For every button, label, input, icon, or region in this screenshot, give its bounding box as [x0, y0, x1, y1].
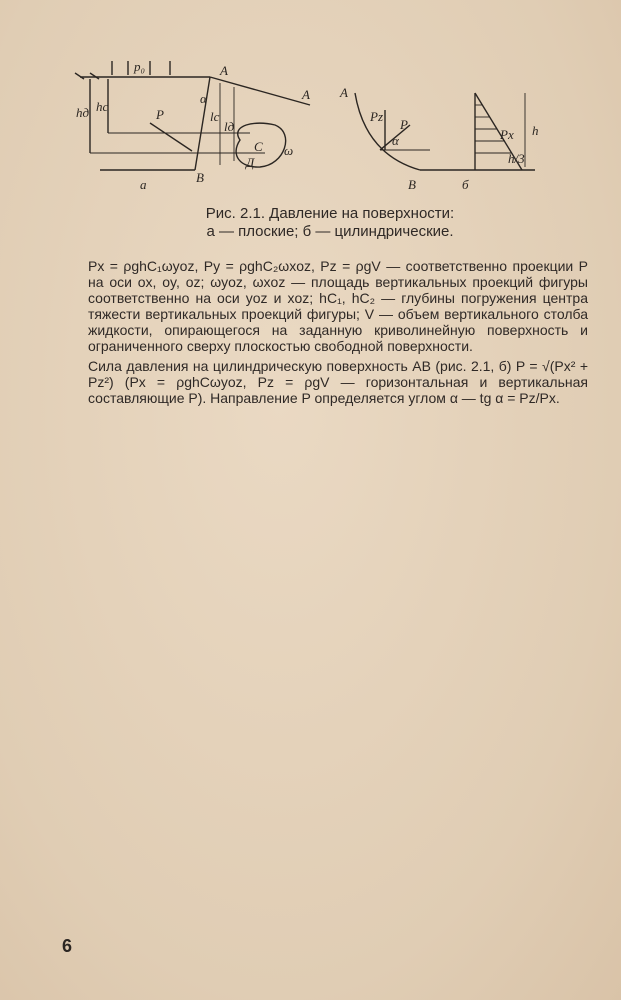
- label-b-p: P: [400, 117, 408, 132]
- paragraph-1: Px = ρghC₁ωyoz, Py = ρghC₂ωxoz, Pz = ρgV — соответственно проекции P на оси ox, oy, oz; ωyoz, ωxoz — площадь вертикальных проекций фигуры соответственно на оси yoz и xoz; hC₁, hC₂ — глубины погружения центра тяжести вертикальных проекций фигуры; V — объем вертикального столба жидкости, опирающегося на заданную криволинейную поверхность и ограниченного сверху плоскостью свободной поверхности.: [88, 258, 588, 354]
- label-d: Д: [246, 155, 255, 170]
- label-b: B: [196, 170, 204, 185]
- label-b-a: A: [340, 85, 348, 100]
- figure-part-a: [75, 61, 310, 170]
- page-number: 6: [62, 936, 73, 956]
- label-b-b: B: [408, 177, 416, 192]
- label-p0: p₀: [134, 59, 146, 74]
- label-alpha: α: [200, 91, 207, 106]
- label-ha: hд: [76, 105, 90, 120]
- label-px: Px: [500, 127, 514, 142]
- label-ld: lд: [224, 119, 235, 134]
- label-pz: Pz: [370, 109, 383, 124]
- label-b-alpha: α: [392, 133, 399, 148]
- part-a-label: а: [140, 177, 147, 192]
- part-b-label: б: [462, 177, 469, 192]
- label-a-top: A: [220, 63, 228, 78]
- figure-part-b-labels: [339, 85, 539, 192]
- paragraph-2: Сила давления на цилиндрическую поверхность AB (рис. 2.1, б) P = √(Px² + Pz²) (Px = ρghCωyoz, Pz = ρgV — горизонтальная и вертикальная составляющие P). Направление P определяется углом α — tg α = Pz/Px.: [88, 358, 588, 406]
- label-h: h: [532, 123, 539, 138]
- caption-line-2: а — плоские; б — цилиндрические.: [206, 223, 454, 240]
- body-text: [88, 258, 588, 406]
- label-h3: h/3: [508, 151, 525, 166]
- label-omega: ω: [284, 143, 294, 158]
- label-a-right: A: [302, 87, 310, 102]
- label-lc: lc: [210, 109, 220, 124]
- figure-caption: [120, 205, 540, 241]
- figure-2-1: [70, 55, 550, 205]
- caption-line-1: Рис. 2.1. Давление на поверхности:: [205, 205, 455, 222]
- label-hc: hc: [96, 99, 109, 114]
- label-p: P: [156, 107, 164, 122]
- label-c: C: [254, 139, 263, 154]
